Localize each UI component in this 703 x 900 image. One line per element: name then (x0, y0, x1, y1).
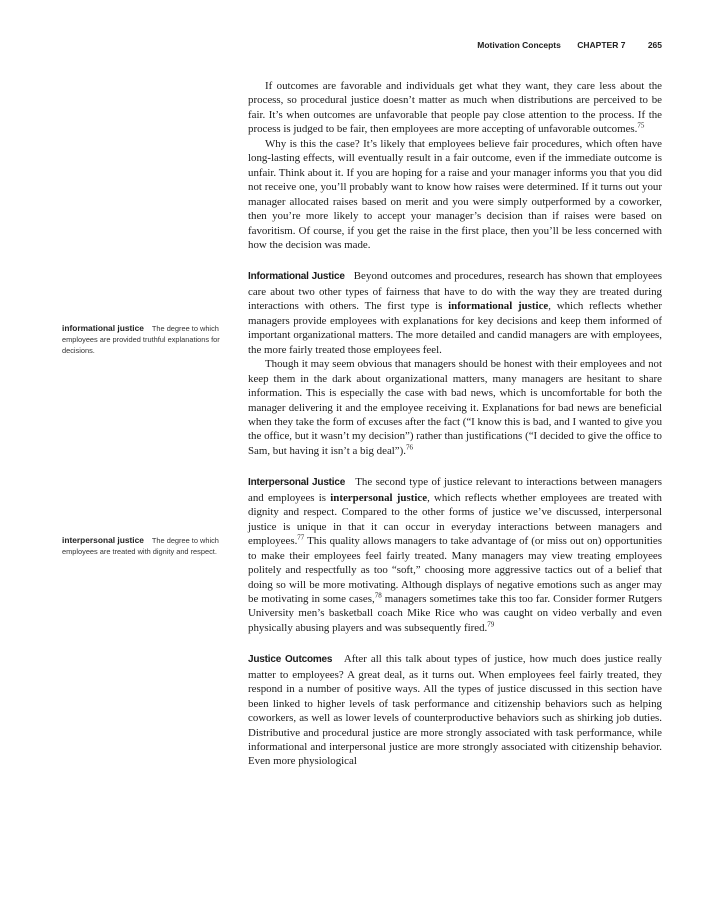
key-term: interpersonal justice (330, 491, 428, 504)
section-informational-justice (248, 269, 662, 357)
margin-definition-informational-justice (62, 323, 220, 357)
endnote-ref: 76 (406, 443, 413, 452)
running-head-chapter: CHAPTER 7 (577, 40, 626, 50)
endnote-ref: 77 (297, 533, 305, 542)
paragraph (248, 137, 662, 253)
paragraph-text: , which reflects whether employees are treated with dignity and respect. Compared to the other forms of justice we’ve discussed, interpersonal justice is unique in that it can occur in everyday interactions between managers and employees. (248, 491, 662, 548)
paragraph-text: After all this talk about types of justice, how much does justice really matter to employees? A great deal, as it turns out. When employees feel fairly treated, they respond in a number of positive ways. All the types of justice discussed in this section have been linked to higher levels of task performance and citizenship behaviors such as helping coworkers, as well as lower levels of counterproductive behaviors such as shirking job duties. Distributive and procedural justice are more strongly associated with task performance, while informational and interpersonal justice are more strongly associated with citizenship behavior. Even more physiological (248, 653, 662, 768)
section-heading: Informational Justice (248, 271, 345, 283)
endnote-ref: 78 (374, 591, 382, 600)
running-head-section: Motivation Concepts (477, 40, 561, 50)
paragraph-text: The second type of justice relevant to interactions between managers and employees is (248, 476, 662, 504)
margin-term: interpersonal justice (62, 535, 144, 545)
paragraph (248, 357, 662, 458)
endnote-ref: 75 (637, 121, 645, 130)
margin-term: informational justice (62, 323, 144, 333)
page-number: 265 (647, 40, 662, 50)
paragraph-text: Why is this the case? It’s likely that employees believe fair procedures, which often have long-lasting effects, will eventually result in a fair outcome, even if the immediate outcome is unfair. Think about it. If you are hoping for a raise and your manager informs you that you did not receive one, you’ll probably want to know how raises were determined. If it turns out your manager allocated raises based on merit and you were simply outperformed by a coworker, then you’re more likely to accept your manager’s decision than if raises were based on favoritism. Of course, if you get the raise in the first place, then you’ll be less concerned with how the decision was made. (248, 137, 662, 251)
margin-definition: The degree to which employees are treated with dignity and respect. (62, 536, 219, 557)
endnote-ref: 79 (487, 620, 495, 629)
margin-definition-interpersonal-justice (62, 535, 220, 557)
paragraph-text: , which reflects whether managers provide employees with explanations for key decisions and keep them informed of important organizational matters. The more detailed and candid managers are with employees, the more fairly treated those employees feel. (248, 300, 662, 356)
paragraph-text: This quality allows managers to take advantage of (or miss out on) opportunities to make their employees feel fairly treated. Many managers may view treating employees politely and respectfully as too “soft,” choosing more aggressive tactics out of a belief that doing so will be more motivating. Although displays of negative emotions such as anger may be motivating in some cases, (248, 535, 662, 605)
running-head (477, 40, 662, 50)
paragraph-text: managers sometimes take this too far. Consider former Rutgers University men’s basketball coach Mike Rice who was caught on video verbally and even physically abusing players and was subsequently fired. (248, 592, 662, 634)
body-text-column (248, 79, 662, 769)
section-heading: Justice Outcomes (248, 654, 333, 666)
paragraph-text: If outcomes are favorable and individuals get what they want, they care less about the process, so procedural justice doesn’t matter as much when distributions are perceived to be fair. It’s when outcomes are unfavorable that people pay close attention to the process. If the process is judged to be fair, then employees are more accepting of unfavorable outcomes. (248, 80, 662, 136)
paragraph-text: Though it may seem obvious that managers should be honest with their employees and not keep them in the dark about organizational matters, many managers are hesitant to share information. This is especially the case with bad news, which is uncomfortable for both the manager delivering it and the employee receiving it. Explanations for bad news are beneficial when they take the form of excuses after the fact (“I know this is bad, and I wanted to give you the office, but it wasn’t my decision”) rather than justifications (“I decided to give the office to Sam, but having it isn’t a big deal”). (248, 358, 663, 457)
paragraph (248, 79, 662, 137)
section-interpersonal-justice (248, 475, 662, 635)
paragraph-text: Beyond outcomes and procedures, research has shown that employees care about two other types of fairness that have to do with the way they are treated during interactions with others. The first type is (248, 270, 662, 313)
section-heading: Interpersonal Justice (248, 477, 346, 489)
section-justice-outcomes (248, 652, 662, 769)
key-term: informational justice (448, 300, 549, 313)
margin-definition: The degree to which employees are provided truthful explanations for decisions. (62, 324, 220, 356)
